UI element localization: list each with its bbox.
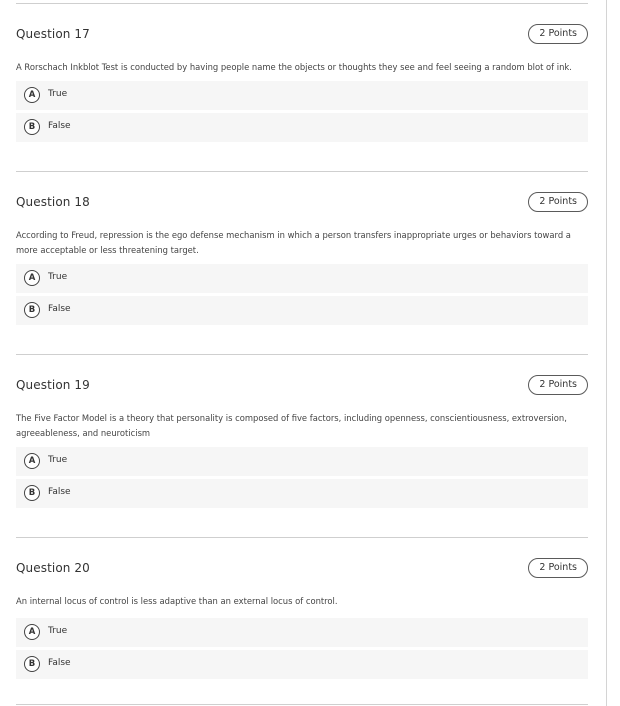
- option-label: True: [48, 626, 68, 636]
- option-b[interactable]: [16, 296, 588, 325]
- question-text: According to Freud, repression is the ego defense mechanism in which a person transfers inappropriate urges or behaviors toward a more acceptable or less threatening target.: [16, 230, 571, 255]
- question-18: [16, 192, 588, 328]
- option-letter-badge: A: [24, 624, 40, 640]
- option-letter-badge: B: [24, 656, 40, 672]
- question-title: Question 18: [16, 195, 90, 209]
- divider: [16, 354, 588, 355]
- points-badge: 2 Points: [528, 558, 588, 578]
- option-label: False: [48, 304, 71, 314]
- question-20: [16, 558, 588, 682]
- question-header: [16, 24, 588, 46]
- option-letter-badge: A: [24, 87, 40, 103]
- question-title: Question 20: [16, 561, 90, 575]
- option-label: True: [48, 272, 68, 282]
- option-a[interactable]: [16, 264, 588, 293]
- option-b[interactable]: [16, 113, 588, 142]
- option-label: True: [48, 89, 68, 99]
- option-b[interactable]: [16, 650, 588, 679]
- question-text: The Five Factor Model is a theory that personality is composed of five factors, including openness, conscientiousness, extroversion, agreeableness, and neuroticism: [16, 413, 567, 438]
- points-badge: 2 Points: [528, 24, 588, 44]
- divider: [16, 537, 588, 538]
- option-letter-badge: A: [24, 453, 40, 469]
- option-label: False: [48, 487, 71, 497]
- points-badge: 2 Points: [528, 375, 588, 395]
- question-19: [16, 375, 588, 511]
- question-text: A Rorschach Inkblot Test is conducted by having people name the objects or thoughts they see and feel seeing a random blot of ink.: [16, 62, 572, 72]
- option-letter-badge: B: [24, 302, 40, 318]
- points-badge: 2 Points: [528, 192, 588, 212]
- option-a[interactable]: [16, 618, 588, 647]
- question-header: [16, 375, 588, 397]
- option-a[interactable]: [16, 447, 588, 476]
- divider: [16, 704, 588, 705]
- question-17: [16, 24, 588, 145]
- option-label: False: [48, 121, 71, 131]
- option-letter-badge: B: [24, 119, 40, 135]
- option-label: False: [48, 658, 71, 668]
- question-title: Question 19: [16, 378, 90, 392]
- divider: [16, 171, 588, 172]
- option-a[interactable]: [16, 81, 588, 110]
- question-title: Question 17: [16, 27, 90, 41]
- question-header: [16, 192, 588, 214]
- scroll-edge-rule: [606, 0, 607, 706]
- question-header: [16, 558, 588, 580]
- option-b[interactable]: [16, 479, 588, 508]
- option-letter-badge: B: [24, 485, 40, 501]
- option-letter-badge: A: [24, 270, 40, 286]
- option-label: True: [48, 455, 68, 465]
- question-text: An internal locus of control is less adaptive than an external locus of control.: [16, 596, 338, 606]
- divider: [16, 3, 588, 4]
